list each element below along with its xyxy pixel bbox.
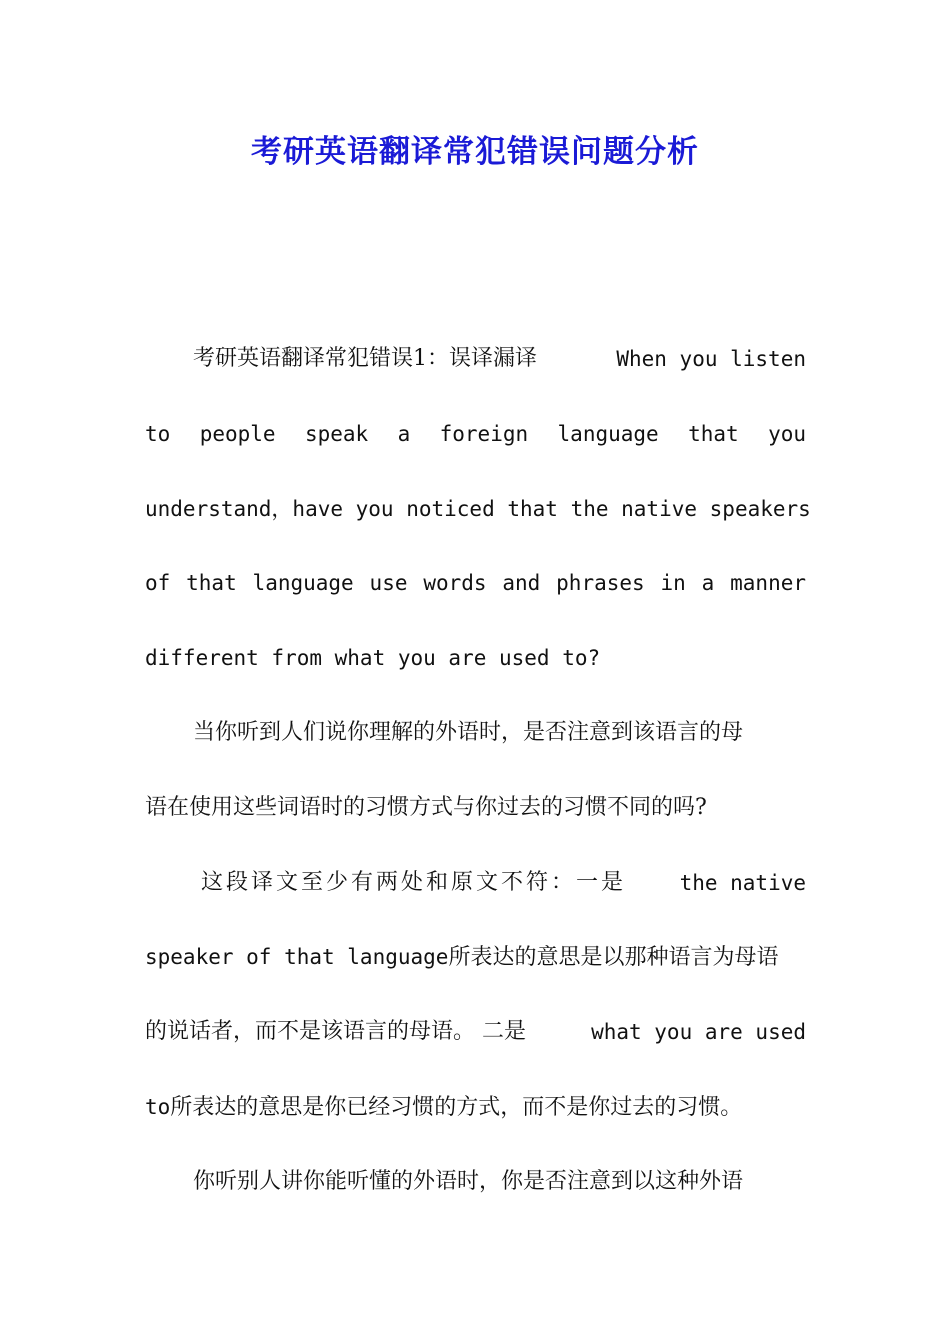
line-text-cjk: 你听别人讲你能听懂的外语时，你是否注意到以这种外语 [193, 1168, 744, 1194]
line-text-cjk: 语在使用这些词语时的习惯方式与你过去的习惯不同的吗? [145, 794, 707, 820]
document-body [145, 322, 811, 1220]
line-text-cjk: 这段译文至少有两处和原文不符：一是 [201, 869, 627, 895]
paragraph-line [145, 846, 806, 921]
paragraph-line [145, 397, 806, 472]
line-text-en: different from what you are used to? [145, 646, 601, 671]
line-text-en: the native [679, 870, 806, 895]
paragraph-line [145, 472, 811, 547]
line-text-en: to [145, 1094, 171, 1119]
line-text-cjk: 考研英语翻译常犯错误1：误译漏译 [193, 346, 537, 371]
line-text-cjk: 当你听到人们说你理解的外语时，是否注意到该语言的母 [193, 719, 744, 745]
paragraph-line [145, 546, 806, 621]
paragraph-line [145, 322, 806, 397]
line-text-cjk: 所表达的意思是你已经习惯的方式，而不是你过去的习惯。 [170, 1094, 743, 1120]
line-text-cjk: 的说话者，而不是该语言的母语。 二是 [145, 1019, 526, 1045]
document-title: 考研英语翻译常犯错误问题分析 [251, 134, 699, 170]
paragraph-line [145, 621, 806, 696]
line-text-en: of that language use words and phrases in a manner [145, 571, 806, 596]
paragraph-line [145, 771, 806, 846]
line-text-cjk: 所表达的意思是以那种语言为母语 [448, 945, 779, 971]
line-text-en: When you listen [616, 347, 806, 371]
line-text-en: what you are used [591, 1020, 806, 1045]
paragraph-line [145, 995, 806, 1070]
paragraph-line [145, 1070, 806, 1145]
paragraph-line [145, 920, 806, 995]
line-text-en: to people speak a foreign language that you [145, 421, 806, 446]
line-text-en: speaker of that language [145, 945, 449, 970]
paragraph-line [145, 696, 806, 771]
paragraph-line [145, 1145, 806, 1220]
line-text-en: understand，have you noticed that the native speakers [145, 496, 811, 521]
